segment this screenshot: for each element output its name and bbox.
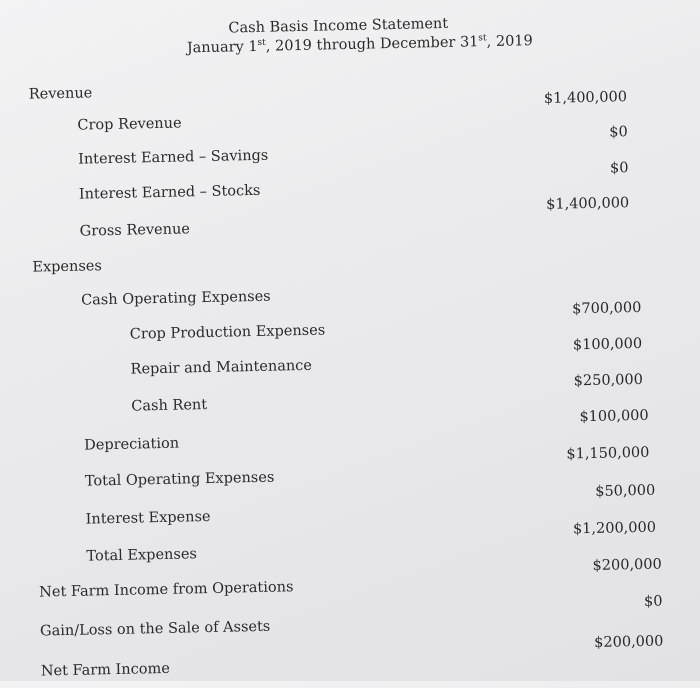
period-middle-text: , 2019 through December 31	[265, 34, 479, 55]
interest-expense-value: $50,000	[595, 482, 656, 500]
gross-revenue-label: Gross Revenue	[79, 221, 191, 240]
gain-loss-sale-assets-value: $0	[643, 593, 663, 610]
crop-production-expenses-value: $700,000	[572, 299, 642, 318]
revenue-section-label: Revenue	[28, 85, 93, 103]
total-expenses-value: $1,200,000	[572, 519, 657, 538]
period-start-text: January 1	[186, 38, 258, 57]
cash-operating-expenses-label: Cash Operating Expenses	[80, 288, 271, 309]
statement-period	[187, 33, 533, 56]
crop-revenue-label: Crop Revenue	[77, 115, 182, 134]
depreciation-label: Depreciation	[83, 435, 180, 454]
net-farm-income-value: $200,000	[594, 633, 664, 651]
cash-rent-label: Cash Rent	[131, 397, 208, 415]
interest-savings-label: Interest Earned – Savings	[77, 147, 269, 168]
depreciation-value: $100,000	[579, 407, 649, 426]
interest-savings-value: $0	[609, 124, 628, 141]
crop-production-expenses-label: Crop Production Expenses	[129, 322, 326, 343]
gain-loss-sale-assets-label: Gain/Loss on the Sale of Assets	[39, 618, 271, 640]
net-farm-income-operations-label: Net Farm Income from Operations	[39, 579, 294, 601]
period-start-suffix: st	[257, 37, 266, 49]
period-year-text: , 2019	[486, 33, 533, 51]
cash-rent-value: $250,000	[573, 371, 644, 390]
total-operating-expenses-value: $1,150,000	[566, 444, 650, 463]
period-end-suffix: st	[478, 33, 487, 44]
net-farm-income-operations-value: $200,000	[592, 556, 662, 574]
repair-maintenance-value: $100,000	[572, 335, 643, 354]
expenses-section-label: Expenses	[32, 258, 103, 276]
total-expenses-label: Total Expenses	[86, 546, 198, 565]
document-title: Cash Basis Income Statement	[228, 15, 449, 37]
repair-maintenance-label: Repair and Maintenance	[130, 357, 313, 378]
gross-revenue-value: $1,400,000	[546, 195, 630, 213]
total-operating-expenses-label: Total Operating Expenses	[84, 469, 275, 490]
interest-expense-label: Interest Expense	[85, 508, 211, 528]
interest-stocks-label: Interest Earned – Stocks	[78, 182, 261, 203]
interest-stocks-value: $0	[609, 160, 629, 177]
crop-revenue-value: $1,400,000	[543, 89, 628, 107]
net-farm-income-label: Net Farm Income	[40, 660, 170, 680]
